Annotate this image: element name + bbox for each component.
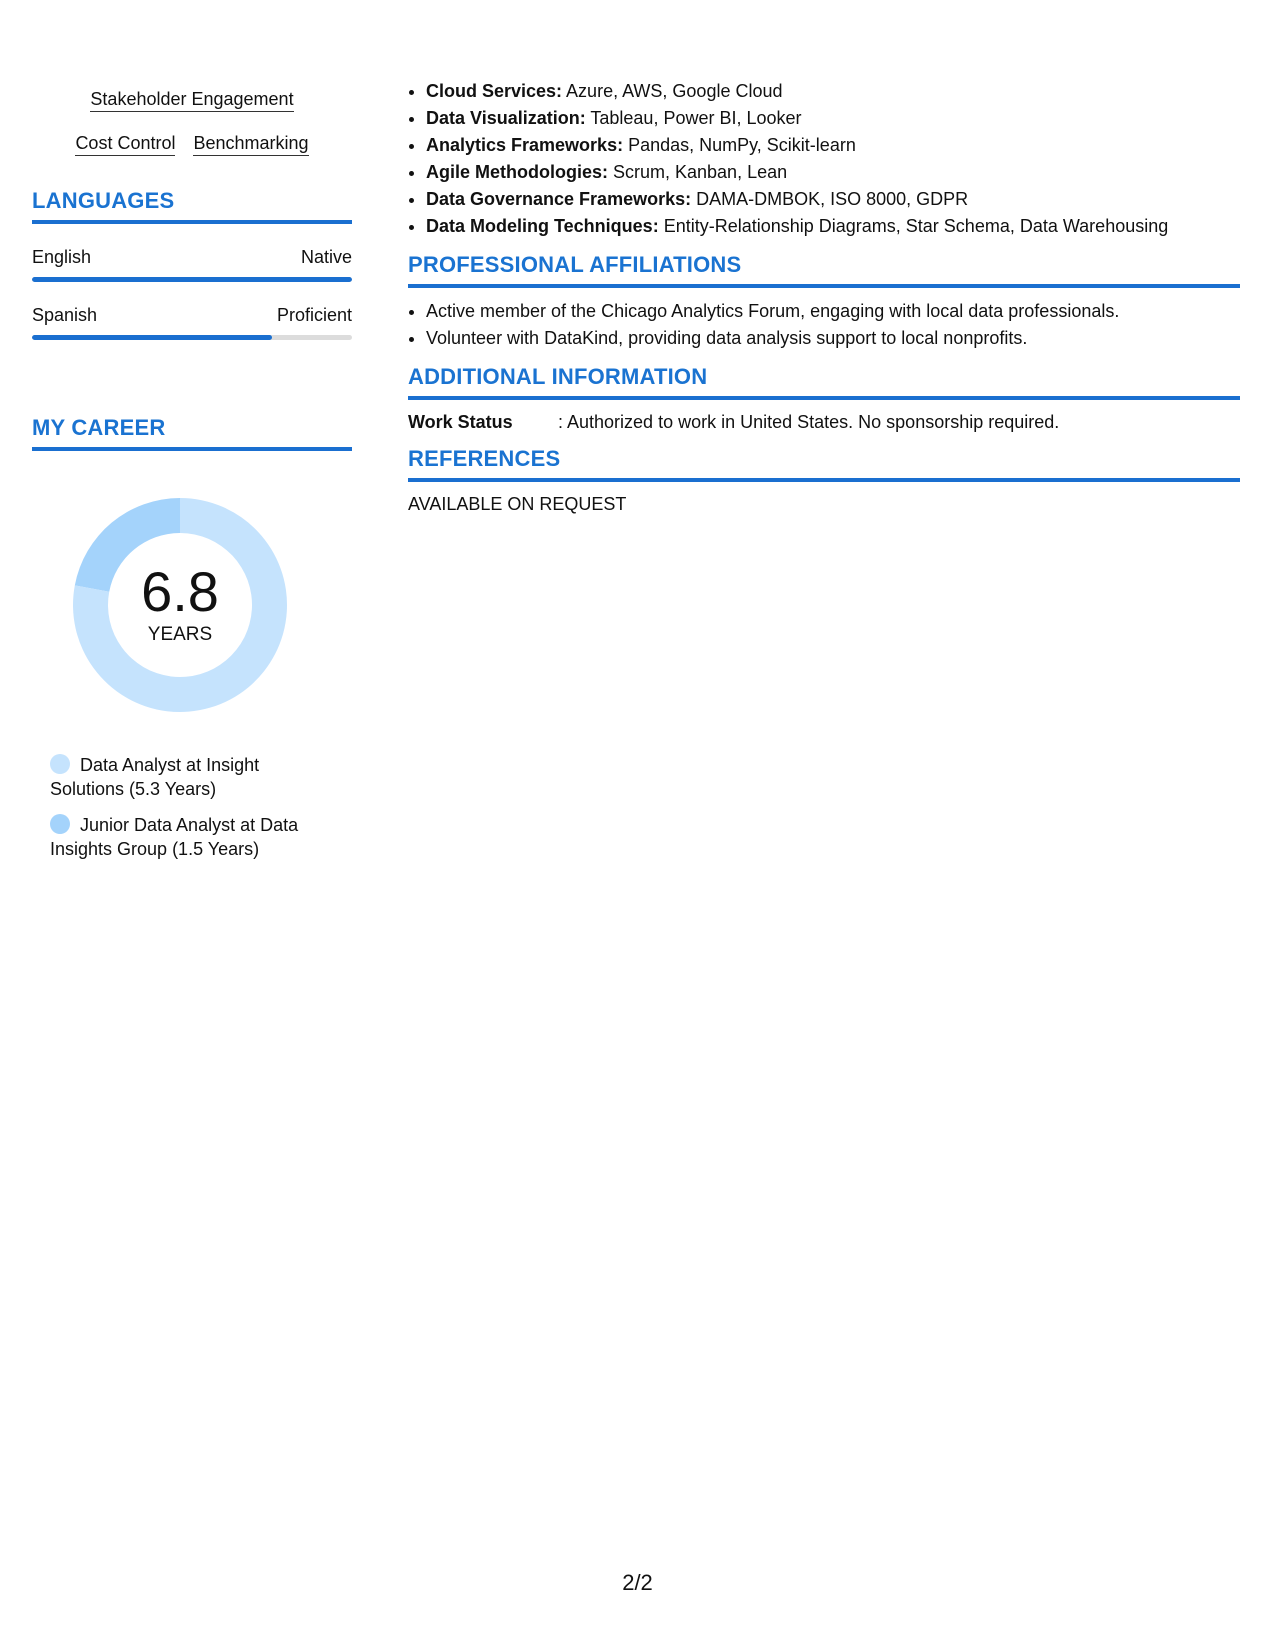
references-section: [408, 446, 1240, 516]
skill-category: Data Governance Frameworks:: [426, 189, 692, 209]
career-legend: [50, 753, 330, 861]
legend-item: [50, 813, 330, 861]
skill-category: Analytics Frameworks:: [426, 135, 624, 155]
list-item: [426, 132, 1240, 159]
additional-info-section: [408, 364, 1240, 434]
legend-dot: [50, 814, 70, 834]
affiliations-title: PROFESSIONAL AFFILIATIONS: [408, 252, 1240, 288]
legend-item: [50, 753, 330, 801]
list-item: • Volunteer with DataKind, providing data analysis support to local nonprofits.: [426, 325, 1240, 352]
skill-category: Data Visualization:: [426, 108, 586, 128]
skills-tags: [32, 88, 352, 156]
legend-dot: [50, 754, 70, 774]
skill-tag: Cost Control: [75, 132, 175, 156]
career-total-years: 6.8: [141, 560, 219, 623]
left-column: [32, 80, 352, 873]
work-status-label: Work Status: [408, 412, 513, 432]
work-status-row: [408, 410, 1240, 434]
technical-skills-list: [408, 78, 1240, 240]
right-column: [408, 78, 1240, 516]
legend-label: Data Analyst at Insight Solutions (5.3 Years): [50, 755, 260, 799]
skill-tag: Benchmarking: [193, 132, 308, 156]
skill-values: Entity-Relationship Diagrams, Star Schema, Data Warehousing: [658, 216, 1169, 236]
skill-values: Azure, AWS, Google Cloud: [562, 81, 783, 101]
list-item: [426, 105, 1240, 132]
languages-title: LANGUAGES: [32, 188, 352, 224]
donut-center: [66, 560, 294, 647]
skill-category: Data Modeling Techniques:: [426, 216, 659, 236]
language-item: [32, 246, 352, 282]
career-total-unit: YEARS: [147, 624, 213, 645]
language-bar: [32, 335, 352, 340]
list-item: [426, 213, 1240, 240]
language-level: Native: [300, 247, 352, 267]
list-item: [426, 186, 1240, 213]
additional-info-title: ADDITIONAL INFORMATION: [408, 364, 1240, 400]
skill-row: [32, 88, 352, 112]
language-bar-fill: [32, 335, 272, 340]
list-item: [426, 78, 1240, 105]
list-item: [426, 159, 1240, 186]
work-status-value: : Authorized to work in United States. No sponsorship required.: [558, 412, 1060, 432]
language-bar-fill: [32, 277, 352, 282]
language-item: [32, 304, 352, 340]
language-bar: [32, 277, 352, 282]
career-title: MY CAREER: [32, 415, 352, 451]
skill-values: Tableau, Power BI, Looker: [585, 108, 802, 128]
legend-label: Junior Data Analyst at Data Insights Group (1.5 Years): [50, 815, 299, 859]
career-donut-chart: [66, 491, 294, 719]
skill-values: Scrum, Kanban, Lean: [608, 162, 788, 182]
references-text: AVAILABLE ON REQUEST: [408, 494, 627, 514]
page-number: 2/2: [622, 1570, 653, 1595]
affiliations-section: [408, 252, 1240, 352]
skill-category: Cloud Services:: [426, 81, 563, 101]
skill-values: Pandas, NumPy, Scikit-learn: [623, 135, 856, 155]
affiliations-list: [408, 298, 1240, 352]
language-level: Proficient: [276, 305, 352, 325]
list-item: • Active member of the Chicago Analytics Forum, engaging with local data professionals.: [426, 298, 1240, 325]
skill-values: DAMA-DMBOK, ISO 8000, GDPR: [691, 189, 969, 209]
references-title: REFERENCES: [408, 446, 1240, 482]
skill-category: Agile Methodologies:: [426, 162, 608, 182]
skill-tag: Stakeholder Engagement: [90, 88, 293, 112]
language-name: Spanish: [32, 305, 98, 325]
skill-row: [32, 132, 352, 156]
language-name: English: [32, 247, 92, 267]
